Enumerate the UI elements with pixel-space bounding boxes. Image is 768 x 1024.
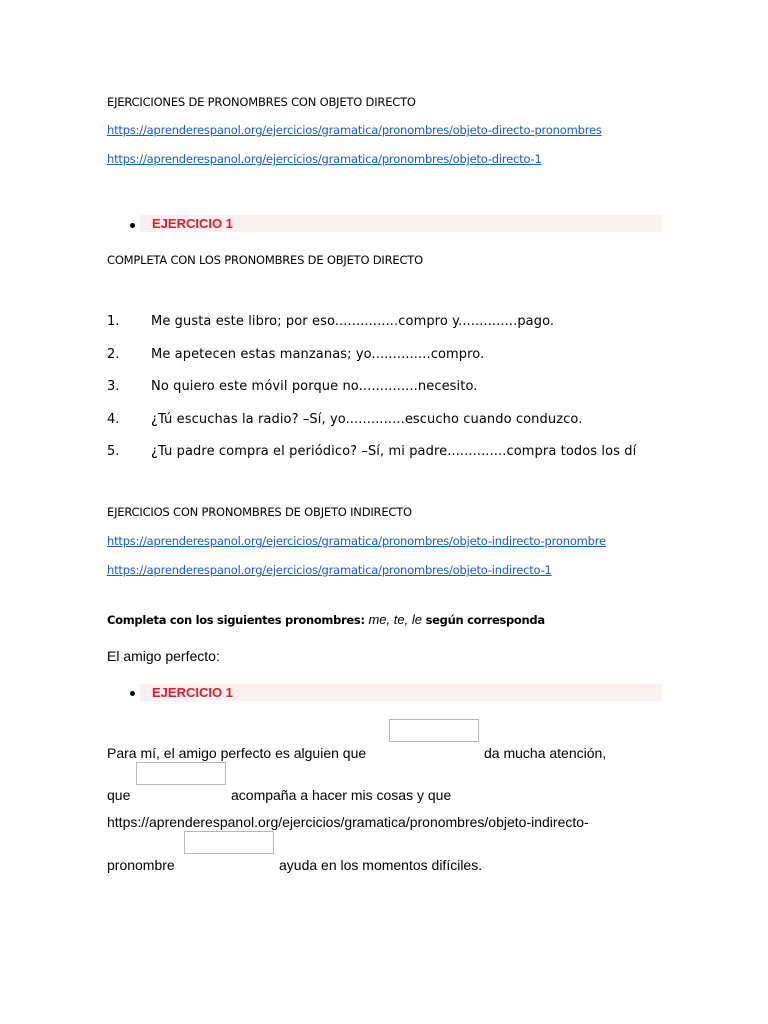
exercise1-title: EJERCICIO 1 — [152, 216, 233, 231]
link-objeto-directo-pronombres[interactable]: https://aprenderespanol.org/ejercicios/gramatica/pronombres/objeto-directo-pronombres — [107, 123, 602, 137]
item-number: 3. — [107, 379, 120, 394]
instruction-text: Completa con los siguientes pronombres: — [107, 613, 369, 627]
section2-instruction — [107, 611, 545, 629]
section1-instruction: COMPLETA CON LOS PRONOMBRES DE OBJETO DIRECTO — [107, 253, 423, 267]
para-line3-url: https://aprenderespanol.org/ejercicios/gramatica/pronombres/objeto-indirecto- — [107, 814, 589, 830]
link-objeto-indirecto-pronombre[interactable]: https://aprenderespanol.org/ejercicios/gramatica/pronombres/objeto-indirecto-pronombre — [107, 534, 606, 548]
list-item: No quiero este móvil porque no..............necesito. — [151, 379, 478, 394]
item-number: 2. — [107, 347, 120, 362]
blank-input-1[interactable] — [389, 719, 479, 742]
blank-input-3[interactable] — [184, 831, 274, 854]
item-number: 4. — [107, 412, 120, 427]
list-item: ¿Tu padre compra el periódico? –Sí, mi padre..............compra todos los dí — [151, 444, 637, 459]
bullet-icon — [130, 691, 135, 696]
section1-heading: EJERCICIONES DE PRONOMBRES CON OBJETO DIRECTO — [107, 95, 416, 109]
instruction-text-end: según corresponda — [421, 613, 545, 627]
exercise2-title: EJERCICIO 1 — [152, 685, 233, 700]
instruction-pronouns: me, te, le — [368, 612, 422, 627]
para-line2-start: que — [107, 787, 131, 803]
para-line4-start: pronombre — [107, 857, 175, 873]
para-line1-end: da mucha atención, — [484, 745, 607, 761]
para-line4-end: ayuda en los momentos difíciles. — [279, 857, 483, 873]
list-item: Me apetecen estas manzanas; yo..............compro. — [151, 347, 485, 362]
para-line1-start: Para mí, el amigo perfecto es alguien que — [107, 745, 367, 761]
bullet-icon — [130, 223, 135, 228]
item-number: 1. — [107, 314, 120, 329]
para-line2-end: acompaña a hacer mis cosas y que — [231, 787, 452, 803]
section2-heading: EJERCICIOS CON PRONOMBRES DE OBJETO INDIRECTO — [107, 505, 412, 519]
list-item: Me gusta este libro; por eso...............compro y..............pago. — [151, 314, 555, 329]
item-number: 5. — [107, 444, 120, 459]
list-item: ¿Tú escuchas la radio? –Sí, yo..............escucho cuando conduzco. — [151, 412, 583, 427]
subtitle-amigo-perfecto: El amigo perfecto: — [107, 648, 220, 664]
link-objeto-directo-1[interactable]: https://aprenderespanol.org/ejercicios/gramatica/pronombres/objeto-directo-1 — [107, 152, 542, 166]
link-objeto-indirecto-1[interactable]: https://aprenderespanol.org/ejercicios/gramatica/pronombres/objeto-indirecto-1 — [107, 563, 552, 577]
blank-input-2[interactable] — [136, 762, 226, 785]
